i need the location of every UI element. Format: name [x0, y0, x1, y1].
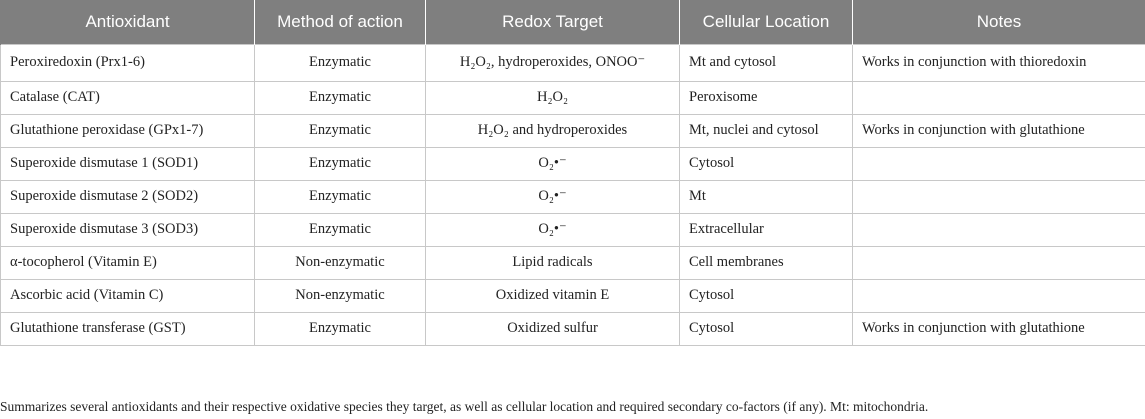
- table-row: [1, 180, 1145, 213]
- cell-location: Mt: [680, 180, 853, 213]
- cell-antioxidant: Superoxide dismutase 3 (SOD3): [1, 213, 255, 246]
- cell-method: Enzymatic: [255, 312, 426, 345]
- cell-notes: [853, 279, 1145, 312]
- table-caption: Summarizes several antioxidants and their respective oxidative species they target, as well as cellular location and required secondary co-factors (if any). Mt: mitochondria.: [0, 399, 929, 414]
- table-body: [1, 44, 1145, 345]
- cell-notes: [853, 246, 1145, 279]
- cell-antioxidant: Superoxide dismutase 1 (SOD1): [1, 147, 255, 180]
- cell-location: Mt and cytosol: [680, 44, 853, 81]
- cell-method: Enzymatic: [255, 180, 426, 213]
- cell-antioxidant: Glutathione peroxidase (GPx1-7): [1, 114, 255, 147]
- table-row: [1, 312, 1145, 345]
- cell-antioxidant: Superoxide dismutase 2 (SOD2): [1, 180, 255, 213]
- cell-method: Enzymatic: [255, 147, 426, 180]
- cell-location: Cytosol: [680, 147, 853, 180]
- header-method-of-action: Method of action: [255, 0, 426, 44]
- cell-location: Cytosol: [680, 279, 853, 312]
- cell-notes: [853, 213, 1145, 246]
- cell-location: Cytosol: [680, 312, 853, 345]
- cell-location: Cell membranes: [680, 246, 853, 279]
- header-redox-target: Redox Target: [426, 0, 680, 44]
- header-cellular-location: Cellular Location: [680, 0, 853, 44]
- table-row: [1, 114, 1145, 147]
- cell-method: Non-enzymatic: [255, 279, 426, 312]
- cell-location: Extracellular: [680, 213, 853, 246]
- table-row: [1, 246, 1145, 279]
- cell-notes: Works in conjunction with glutathione: [853, 312, 1145, 345]
- table-row: [1, 213, 1145, 246]
- cell-target: O₂•⁻: [426, 147, 680, 180]
- table-row: [1, 279, 1145, 312]
- header-row: [1, 0, 1145, 44]
- cell-method: Non-enzymatic: [255, 246, 426, 279]
- cell-method: Enzymatic: [255, 44, 426, 81]
- table-header: [1, 0, 1145, 44]
- cell-antioxidant: Ascorbic acid (Vitamin C): [1, 279, 255, 312]
- cell-notes: [853, 180, 1145, 213]
- cell-notes: Works in conjunction with glutathione: [853, 114, 1145, 147]
- header-antioxidant: Antioxidant: [1, 0, 255, 44]
- cell-target: H₂O₂ and hydroperoxides: [426, 114, 680, 147]
- table-row: [1, 147, 1145, 180]
- cell-method: Enzymatic: [255, 81, 426, 114]
- cell-antioxidant: α-tocopherol (Vitamin E): [1, 246, 255, 279]
- cell-notes: Works in conjunction with thioredoxin: [853, 44, 1145, 81]
- cell-target: O₂•⁻: [426, 180, 680, 213]
- table-row: [1, 81, 1145, 114]
- cell-location: Mt, nuclei and cytosol: [680, 114, 853, 147]
- cell-target: Oxidized vitamin E: [426, 279, 680, 312]
- cell-antioxidant: Glutathione transferase (GST): [1, 312, 255, 345]
- cell-location: Peroxisome: [680, 81, 853, 114]
- table-row: [1, 44, 1145, 81]
- cell-notes: [853, 147, 1145, 180]
- cell-notes: [853, 81, 1145, 114]
- cell-method: Enzymatic: [255, 114, 426, 147]
- cell-target: Oxidized sulfur: [426, 312, 680, 345]
- cell-antioxidant: Peroxiredoxin (Prx1-6): [1, 44, 255, 81]
- header-notes: Notes: [853, 0, 1145, 44]
- cell-method: Enzymatic: [255, 213, 426, 246]
- cell-target: H₂O₂: [426, 81, 680, 114]
- cell-target: Lipid radicals: [426, 246, 680, 279]
- cell-target: H₂O₂, hydroperoxides, ONOO⁻: [426, 44, 680, 81]
- cell-target: O₂•⁻: [426, 213, 680, 246]
- cell-antioxidant: Catalase (CAT): [1, 81, 255, 114]
